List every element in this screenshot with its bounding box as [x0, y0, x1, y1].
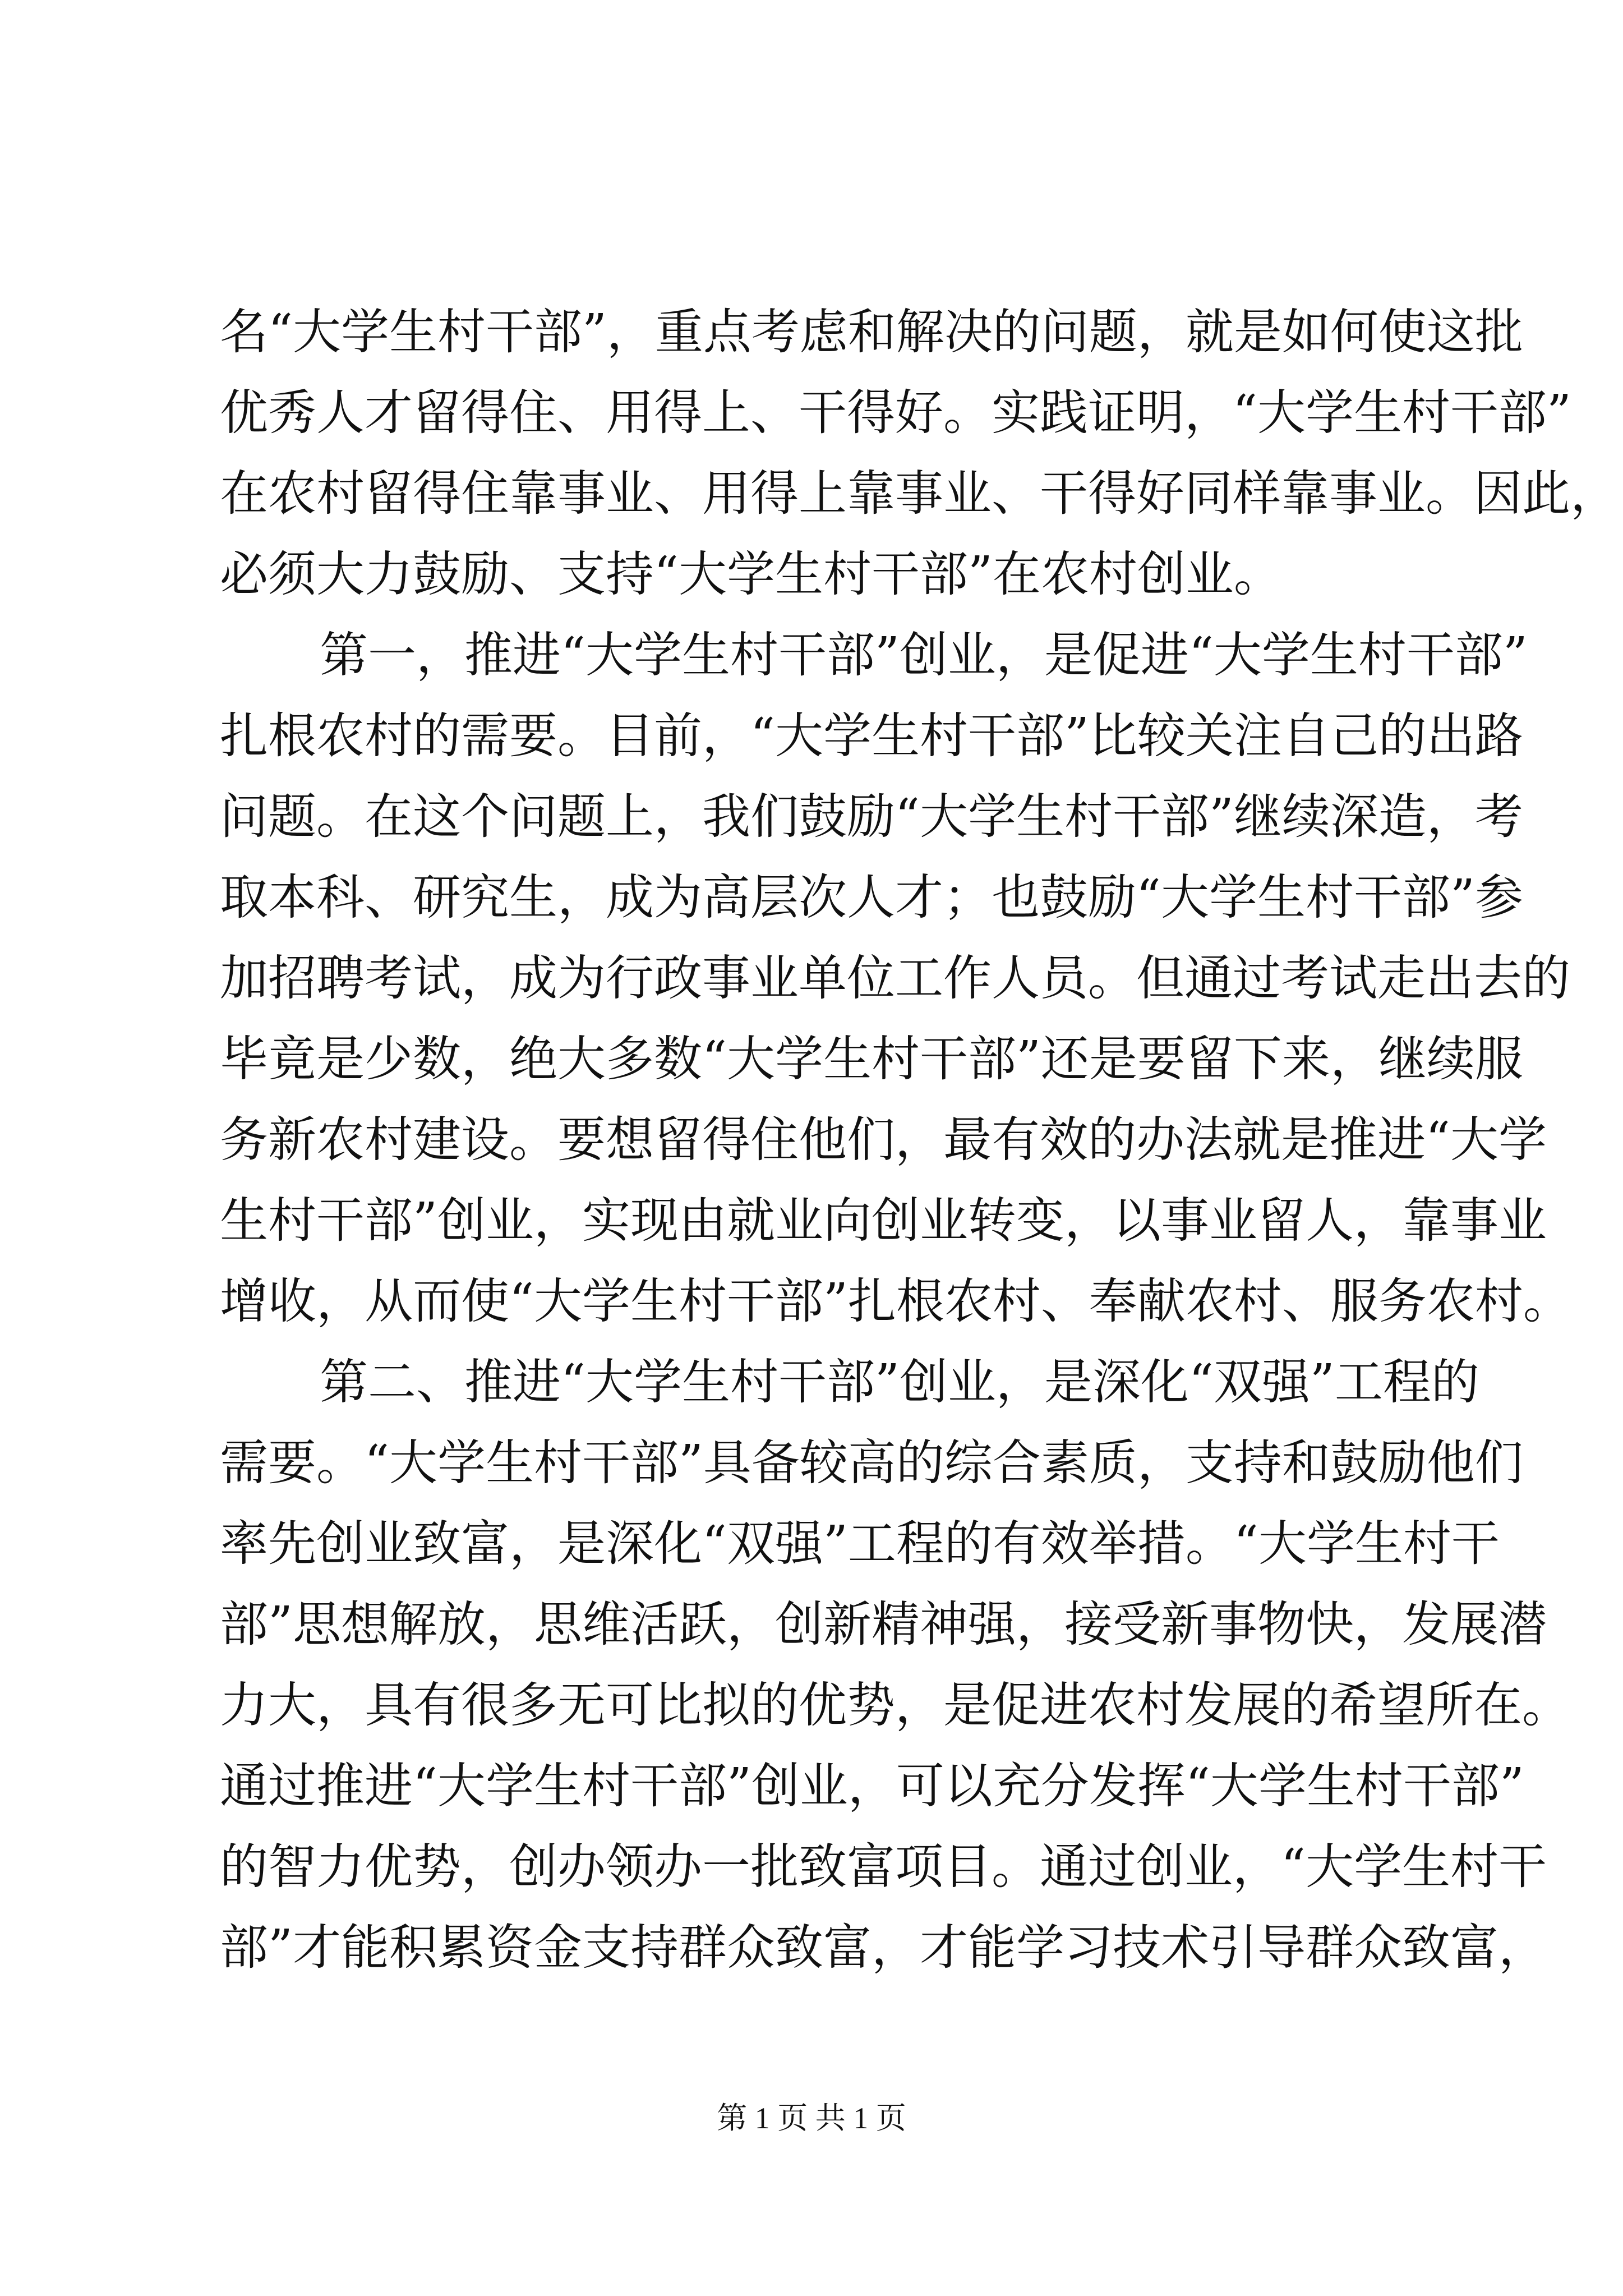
page-number-label: 第 1 页 共 1 页 [717, 2101, 906, 2135]
paragraph-3-line-4: 部”思想解放，思维活跃，创新精神强，接受新事物快，发展潜 [220, 1596, 1547, 1653]
paragraph-2-line-8: 生村干部”创业，实现由就业向创业转变，以事业留人，靠事业 [220, 1193, 1547, 1249]
paragraph-2-line-9: 增收，从而使“大学生村干部”扎根农村、奉献农村、服务农村。 [220, 1273, 1571, 1329]
document-body [220, 292, 1619, 1988]
paragraph-1-line-4: 必须大力鼓励、支持“大学生村干部”在农村创业。 [220, 546, 1282, 602]
paragraph-3-line-7: 的智力优势，创办领办一批致富项目。通过创业，“大学生村干 [220, 1839, 1547, 1895]
paragraph-2-line-6: 毕竟是少数，绝大多数“大学生村干部”还是要留下来，继续服 [220, 1031, 1523, 1087]
paragraph-2-line-4: 取本科、研究生，成为高层次人才；也鼓励“大学生村干部”参 [220, 869, 1523, 926]
paragraph-1-line-1: 名“大学生村干部”，重点考虑和解决的问题，就是如何使这批 [220, 304, 1523, 360]
paragraph-2-line-3: 问题。在这个问题上，我们鼓励“大学生村干部”继续深造，考 [220, 789, 1523, 845]
paragraph-1-line-3: 在农村留得住靠事业、用得上靠事业、干得好同样靠事业。因此， [220, 466, 1619, 522]
paragraph-2-line-2: 扎根农村的需要。目前，“大学生村干部”比较关注自己的出路 [220, 708, 1523, 764]
paragraph-3-line-2: 需要。“大学生村干部”具备较高的综合素质，支持和鼓励他们 [220, 1435, 1523, 1491]
page-footer [0, 2096, 1623, 2141]
paragraph-3-line-5: 力大，具有很多无可比拟的优势，是促进农村发展的希望所在。 [220, 1677, 1570, 1733]
paragraph-3-line-3: 率先创业致富，是深化“双强”工程的有效举措。“大学生村干 [220, 1516, 1500, 1572]
paragraph-3-line-1: 第二、推进“大学生村干部”创业，是深化“双强”工程的 [320, 1354, 1479, 1410]
paragraph-3-line-6: 通过推进“大学生村干部”创业，可以充分发挥“大学生村干部” [220, 1758, 1524, 1814]
paragraph-2-line-5: 加招聘考试，成为行政事业单位工作人员。但通过考试走出去的 [220, 950, 1570, 1006]
paragraph-3-line-8: 部”才能积累资金支持群众致富，才能学习技术引导群众致富， [220, 1920, 1547, 1976]
paragraph-1-line-2: 优秀人才留得住、用得上、干得好。实践证明，“大学生村干部” [220, 385, 1571, 441]
paragraph-2-line-1: 第一，推进“大学生村干部”创业，是促进“大学生村干部” [320, 627, 1528, 683]
paragraph-2-line-7: 务新农村建设。要想留得住他们，最有效的办法就是推进“大学 [220, 1112, 1547, 1168]
